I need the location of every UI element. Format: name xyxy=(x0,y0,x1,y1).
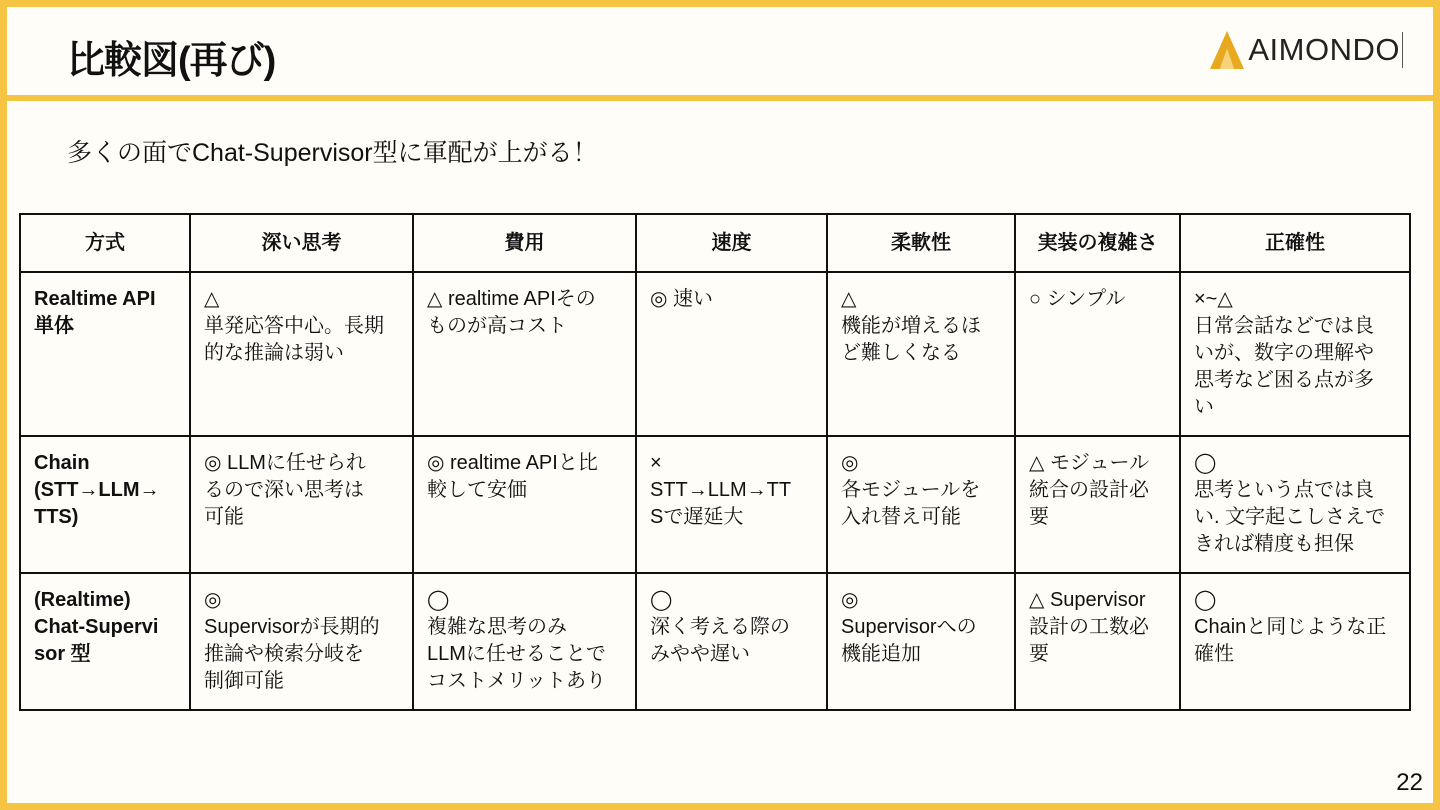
column-header: 実装の複雑さ xyxy=(1015,214,1180,272)
table-cell: △ realtime APIその ものが高コスト xyxy=(413,272,636,436)
table-cell: △ モジュール 統合の設計必 要 xyxy=(1015,436,1180,573)
row-header: Realtime API 単体 xyxy=(20,272,190,436)
row-header: Chain (STT→LLM→ TTS) xyxy=(20,436,190,573)
comparison-table xyxy=(19,213,1411,711)
table-row xyxy=(20,272,1410,436)
column-header: 柔軟性 xyxy=(827,214,1015,272)
table-cell: ◎ Supervisorが長期的 推論や検索分岐を 制御可能 xyxy=(190,573,413,710)
row-header: (Realtime) Chat-Supervi sor 型 xyxy=(20,573,190,710)
table-cell: ◎ realtime APIと比 較して安価 xyxy=(413,436,636,573)
column-header: 正確性 xyxy=(1180,214,1410,272)
table-cell: △ Supervisor 設計の工数必 要 xyxy=(1015,573,1180,710)
table-cell: ◯ 複雑な思考のみ LLMに任せることで コストメリットあり xyxy=(413,573,636,710)
table-cell: ◯ 深く考える際の みやや遅い xyxy=(636,573,827,710)
table-cell: ◎ Supervisorへの 機能追加 xyxy=(827,573,1015,710)
table-row xyxy=(20,436,1410,573)
table-cell: △ 機能が増えるほ ど難しくなる xyxy=(827,272,1015,436)
aimondo-logo xyxy=(1210,29,1403,71)
table-header-row xyxy=(20,214,1410,272)
table-cell: ◎ 各モジュールを 入れ替え可能 xyxy=(827,436,1015,573)
table-cell: ◯ 思考という点では良 い. 文字起こしさえで きれば精度も担保 xyxy=(1180,436,1410,573)
table-cell: ◎ 速い xyxy=(636,272,827,436)
slide-title: 比較図(再び) xyxy=(67,40,276,82)
table-row xyxy=(20,573,1410,710)
table-cell: ◎ LLMに任せられ るので深い思考は 可能 xyxy=(190,436,413,573)
slide-subtitle: 多くの面でChat-Supervisor型に軍配が上がる！ xyxy=(67,139,598,167)
column-header: 深い思考 xyxy=(190,214,413,272)
table-cell: ×~△ 日常会話などでは良 いが、数字の理解や 思考など困る点が多 い xyxy=(1180,272,1410,436)
page-number: 22 xyxy=(1396,769,1423,796)
table-cell: △ 単発応答中心。長期 的な推論は弱い xyxy=(190,272,413,436)
logo-text: AIMONDO xyxy=(1248,32,1403,68)
aimondo-logo-icon xyxy=(1210,31,1244,69)
column-header: 費用 xyxy=(413,214,636,272)
column-header: 方式 xyxy=(20,214,190,272)
table-cell: ◯ Chainと同じような正 確性 xyxy=(1180,573,1410,710)
table-cell: ○ シンプル xyxy=(1015,272,1180,436)
table-cell: × STT→LLM→TT Sで遅延大 xyxy=(636,436,827,573)
column-header: 速度 xyxy=(636,214,827,272)
slide-header xyxy=(7,7,1433,101)
